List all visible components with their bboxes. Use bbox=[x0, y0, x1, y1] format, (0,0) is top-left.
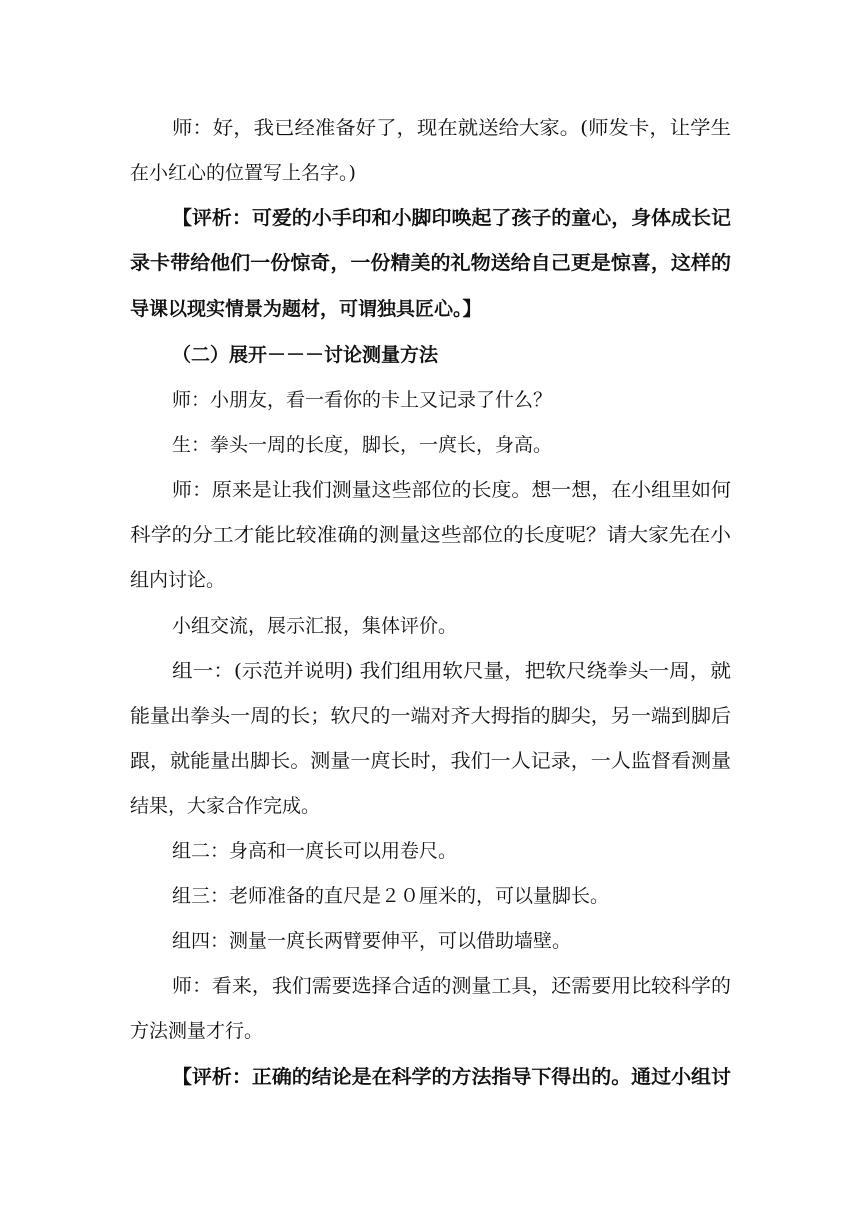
paragraph-text: 方法测量才行。 bbox=[130, 1020, 264, 1042]
paragraph-text: 生：拳头一周的长度，脚长，一庹长，身高。 bbox=[172, 434, 553, 456]
paragraph-line bbox=[0, 109, 860, 147]
paragraph-text: 结果，大家合作完成。 bbox=[130, 795, 321, 817]
paragraph-line bbox=[0, 922, 860, 960]
paragraph-line bbox=[0, 652, 860, 690]
comment-line bbox=[0, 199, 860, 237]
paragraph-text: 组二：身高和一庹长可以用卷尺。 bbox=[172, 840, 458, 862]
paragraph-text: 组三：老师准备的直尺是２０厘米的，可以量脚长。 bbox=[172, 885, 610, 907]
paragraph-line bbox=[0, 471, 860, 509]
comment-text: 导课以现实情景为题材，可谓独具匠心。】 bbox=[130, 298, 482, 320]
section-heading-text: （二）展开－－－讨论测量方法 bbox=[172, 344, 439, 366]
paragraph-text: 在小红心的位置写上名字。) bbox=[130, 162, 356, 184]
paragraph-line bbox=[0, 832, 860, 870]
paragraph-line bbox=[0, 426, 860, 464]
paragraph-text: 师：原来是让我们测量这些部位的长度。想一想，在小组里如何 bbox=[172, 479, 731, 501]
comment-line bbox=[0, 244, 860, 282]
comment-text: 【评析：正确的结论是在科学的方法指导下得出的。通过小组讨 bbox=[172, 1066, 731, 1088]
paragraph-text: 师：看来，我们需要选择合适的测量工具，还需要用比较科学的 bbox=[172, 975, 731, 997]
comment-line bbox=[0, 1058, 860, 1096]
paragraph-text: 组四：测量一庹长两臂要伸平，可以借助墙壁。 bbox=[172, 930, 572, 952]
paragraph-line bbox=[0, 877, 860, 915]
section-heading bbox=[0, 336, 860, 374]
paragraph-text: 小组交流，展示汇报，集体评价。 bbox=[172, 615, 458, 637]
paragraph-text: 能量出拳头一周的长；软尺的一端对齐大拇指的脚尖，另一端到脚后 bbox=[130, 705, 732, 727]
paragraph-text: 科学的分工才能比较准确的测量这些部位的长度呢？请大家先在小 bbox=[130, 524, 731, 546]
paragraph-line bbox=[0, 561, 860, 599]
paragraph-line bbox=[0, 742, 860, 780]
paragraph-line bbox=[0, 607, 860, 645]
comment-line bbox=[0, 290, 860, 328]
paragraph-text: 组一：(示范并说明) 我们组用软尺量，把软尺绕拳头一周，就 bbox=[172, 660, 731, 682]
paragraph-line bbox=[0, 697, 860, 735]
paragraph-line bbox=[0, 381, 860, 419]
paragraph-text: 跟，就能量出脚长。测量一庹长时，我们一人记录，一人监督看测量 bbox=[130, 750, 732, 772]
paragraph-text: 师：好，我已经准备好了，现在就送给大家。(师发卡，让学生 bbox=[172, 117, 731, 139]
paragraph-line bbox=[0, 787, 860, 825]
paragraph-line bbox=[0, 967, 860, 1005]
paragraph-text: 组内讨论。 bbox=[130, 569, 226, 591]
paragraph-line bbox=[0, 1012, 860, 1050]
paragraph-text: 师：小朋友，看一看你的卡上又记录了什么？ bbox=[172, 389, 553, 411]
comment-text: 录卡带给他们一份惊奇，一份精美的礼物送给自己更是惊喜，这样的 bbox=[130, 252, 732, 274]
comment-text: 【评析：可爱的小手印和小脚印唤起了孩子的童心，身体成长记 bbox=[172, 207, 731, 229]
paragraph-line bbox=[0, 516, 860, 554]
paragraph-line bbox=[0, 154, 860, 192]
